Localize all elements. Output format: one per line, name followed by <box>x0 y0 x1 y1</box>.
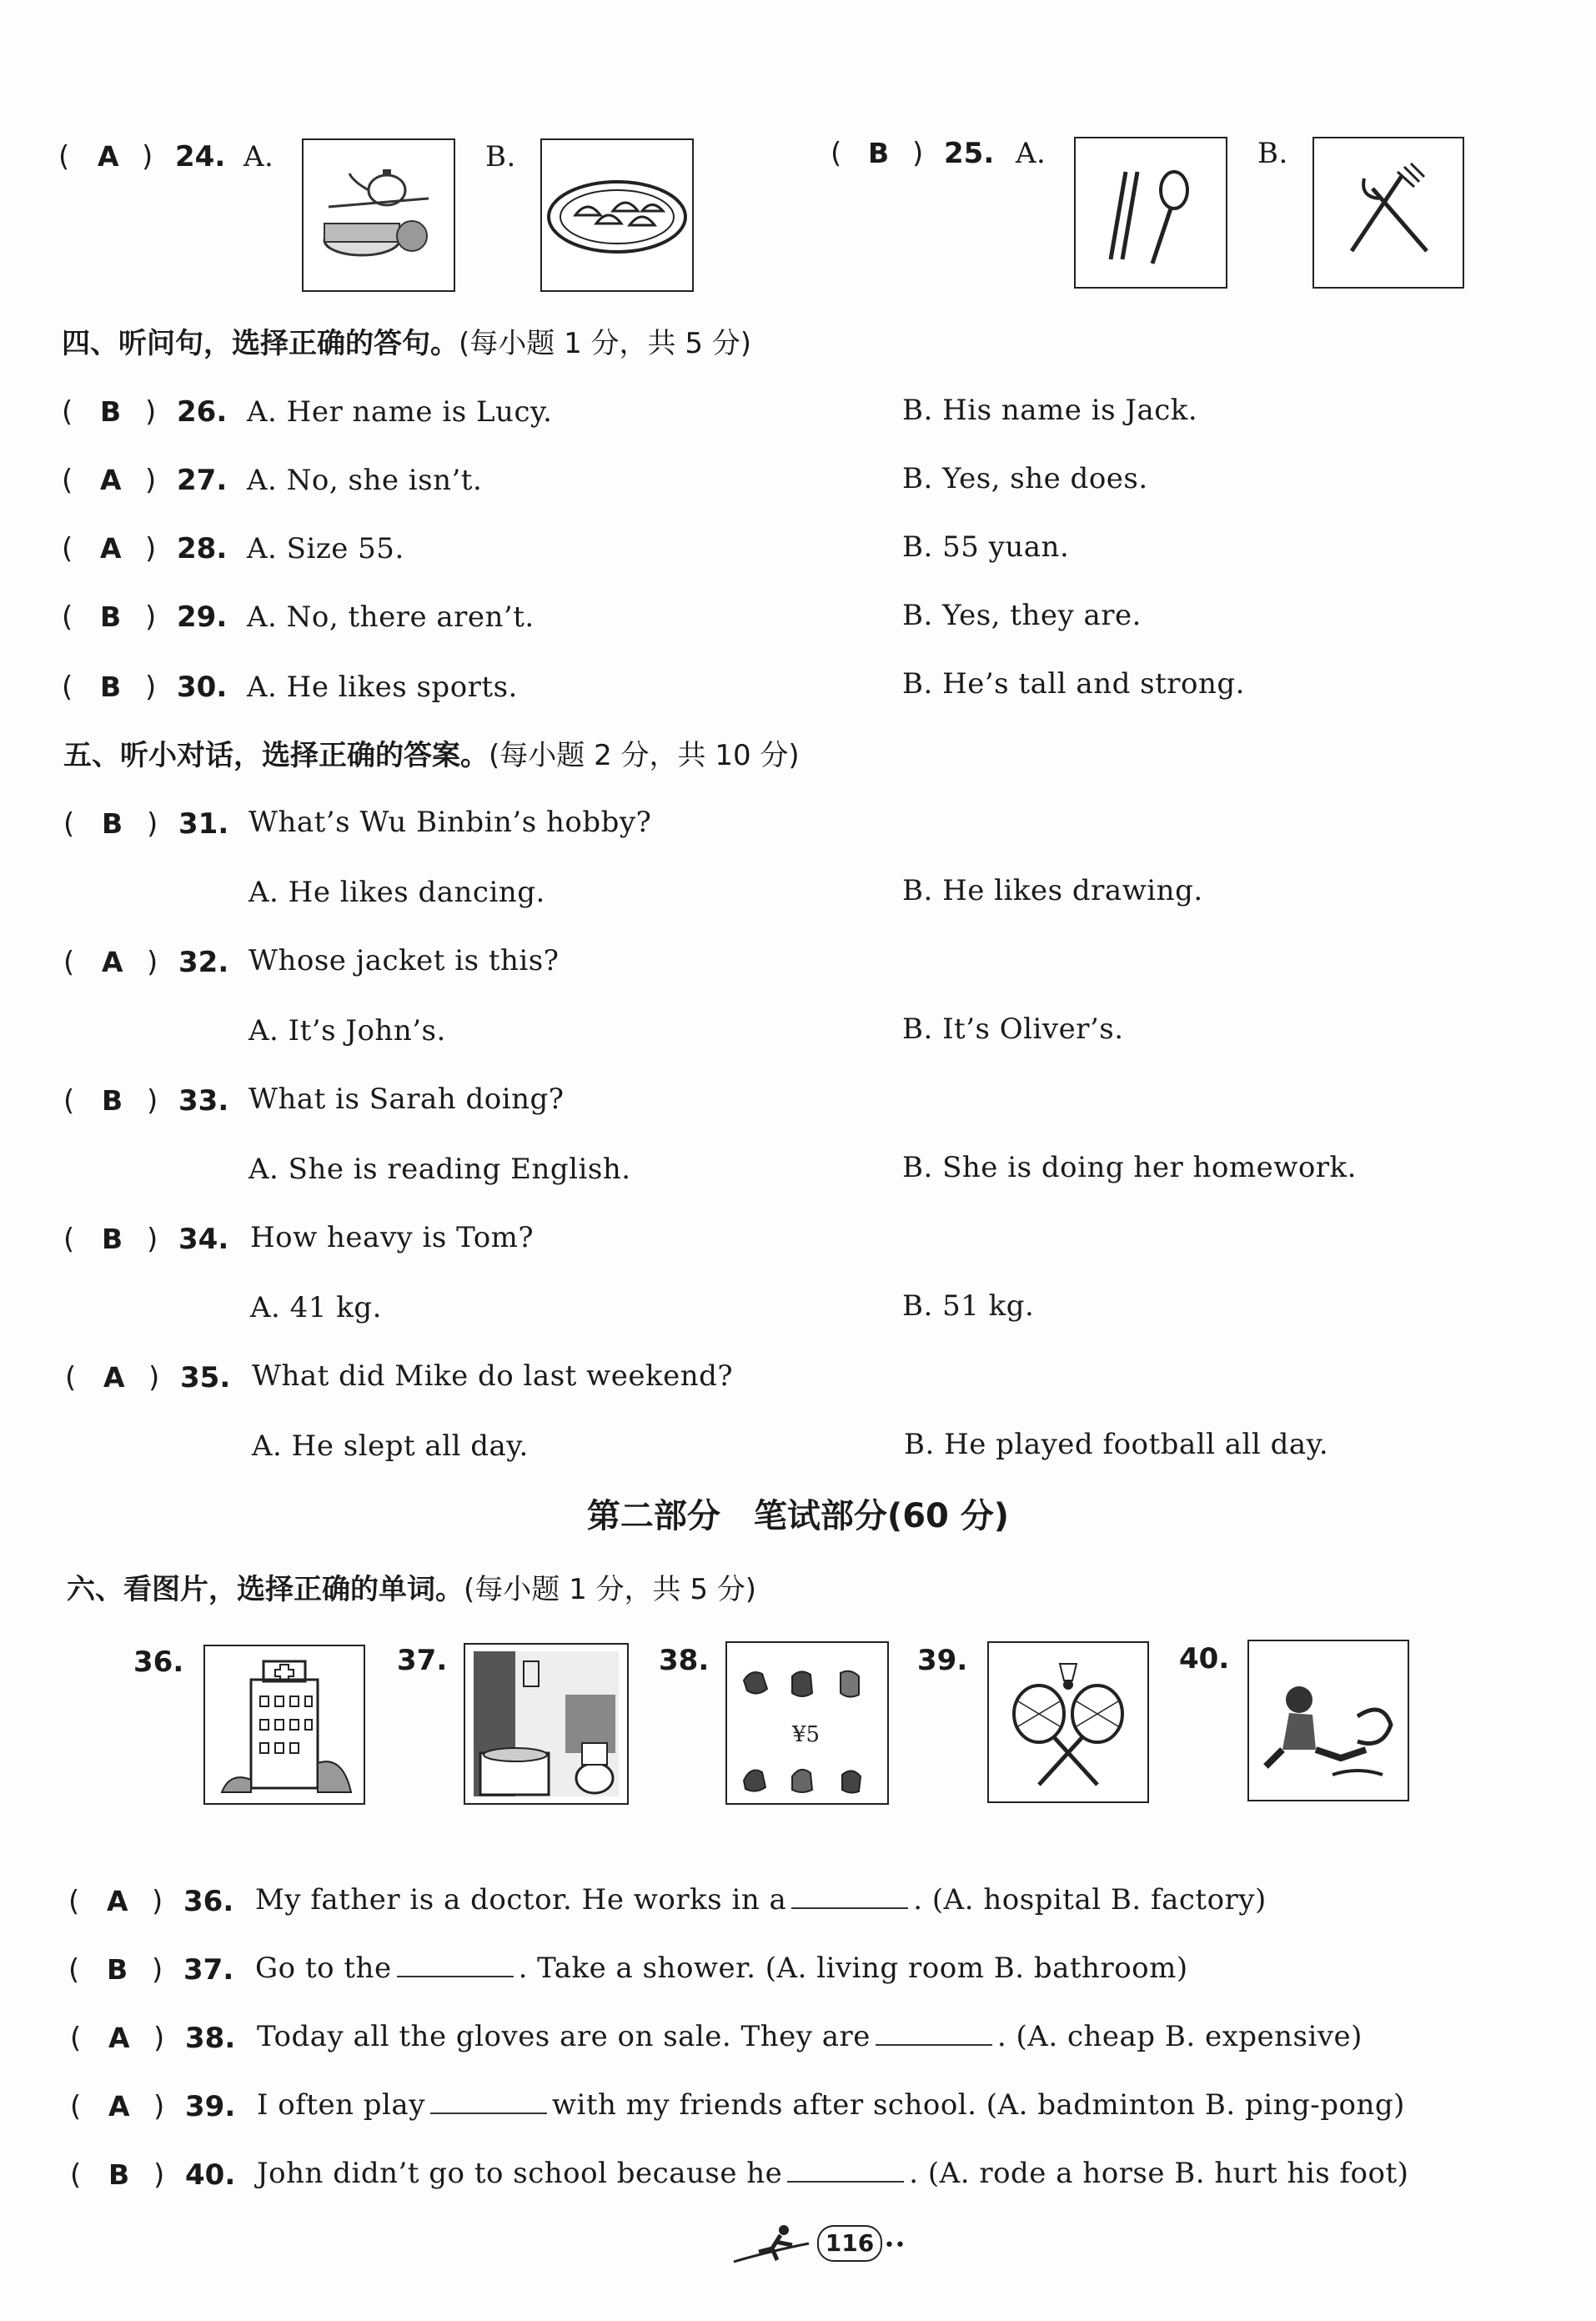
price-label: ¥5 <box>792 1722 821 1747</box>
section-4-heading <box>62 319 751 369</box>
sentence-start: Go to the <box>255 1952 392 1985</box>
paren-left: ( <box>70 2158 82 2192</box>
paren-left: ( <box>65 1361 77 1394</box>
paren-right: ) <box>145 671 157 704</box>
question-text: How heavy is Tom? <box>250 1221 535 1254</box>
picture-number: 36. <box>133 1645 184 1679</box>
paren-left: ( <box>62 464 73 497</box>
runner-logo-icon <box>725 2218 817 2268</box>
answer-letter: B <box>102 807 123 840</box>
question-number: 29. <box>177 600 228 634</box>
answer-letter: A <box>102 946 123 978</box>
sentence <box>257 2080 1405 2130</box>
option-b: B. She is doing her homework. <box>902 1151 1357 1184</box>
paren-left: ( <box>68 1953 80 1987</box>
question-number: 25. <box>944 137 995 170</box>
question-number: 39. <box>185 2090 236 2123</box>
gloves-sale-picture <box>725 1641 889 1805</box>
question-text: Whose jacket is this? <box>248 944 560 977</box>
paren-left: ( <box>63 1084 75 1118</box>
option-a-label: A. <box>243 140 274 173</box>
bathroom-picture <box>464 1643 629 1805</box>
paren-right: ) <box>145 600 157 634</box>
paren-left: ( <box>62 395 73 429</box>
option-b: B. Yes, they are. <box>902 599 1142 632</box>
paren-right: ) <box>142 140 153 173</box>
paren-right: ) <box>148 1361 160 1394</box>
paren-left: ( <box>63 946 75 979</box>
question-number: 36. <box>183 1885 234 1918</box>
question-text: What is Sarah doing? <box>248 1083 565 1116</box>
question-number: 38. <box>185 2022 236 2055</box>
badminton-rackets-picture <box>987 1641 1149 1803</box>
paren-right: ) <box>145 395 157 429</box>
answer-letter: A <box>100 464 122 496</box>
paren-right: ) <box>147 807 158 841</box>
question-number: 37. <box>183 1953 234 1987</box>
section-6-heading <box>67 1565 756 1615</box>
paren-left: ( <box>62 532 73 565</box>
option-b: B. 51 kg. <box>902 1289 1035 1323</box>
sentence-start: John didn’t go to school because he <box>257 2157 783 2190</box>
fork-knife-picture <box>1312 137 1464 289</box>
answer-blank[interactable] <box>430 2081 547 2114</box>
answer-letter: B <box>868 137 890 169</box>
paren-left: ( <box>831 137 842 170</box>
option-b: B. He played football all day. <box>904 1428 1329 1461</box>
answer-blank[interactable] <box>397 1944 514 1977</box>
sentence-end: . (A. cheap B. expensive) <box>996 2020 1363 2053</box>
question-number: 31. <box>178 807 229 841</box>
paren-right: ) <box>147 946 158 979</box>
question-number: 24. <box>175 140 226 173</box>
section-5-title: 五、听小对话，选择正确的答案。 <box>63 739 489 772</box>
question-text: What’s Wu Binbin’s hobby? <box>248 806 652 839</box>
dumplings-plate-picture <box>540 138 694 292</box>
option-b: B. It’s Oliver’s. <box>902 1012 1124 1046</box>
question-number: 26. <box>177 395 228 429</box>
picture-number: 40. <box>1179 1642 1230 1675</box>
paren-left: ( <box>62 671 73 704</box>
paren-right: ) <box>912 137 924 170</box>
question-number: 27. <box>177 464 228 497</box>
question-number: 32. <box>178 946 229 979</box>
paren-right: ) <box>152 1953 163 1987</box>
paren-right: ) <box>147 1084 158 1118</box>
picture-number: 39. <box>917 1644 968 1677</box>
option-b: B. Yes, she does. <box>902 462 1148 495</box>
boy-hurt-foot-picture <box>1247 1640 1409 1801</box>
sentence-end: with my friends after school. (A. badminton B. ping-pong) <box>551 2088 1405 2122</box>
sentence <box>257 2148 1408 2198</box>
paren-left: ( <box>63 1223 75 1256</box>
question-number: 33. <box>178 1084 229 1118</box>
question-number: 35. <box>180 1361 231 1394</box>
answer-letter: A <box>108 2022 130 2054</box>
option-a: A. He slept all day. <box>252 1429 529 1463</box>
question-number: 28. <box>177 532 228 565</box>
option-a: A. It’s John’s. <box>248 1014 446 1047</box>
picture-number: 38. <box>659 1644 710 1677</box>
question-number: 30. <box>177 671 228 704</box>
option-b-label: B. <box>485 140 516 173</box>
option-a-label: A. <box>1016 137 1046 170</box>
answer-letter: A <box>107 1885 128 1917</box>
paren-left: ( <box>58 140 70 173</box>
sentence-end: . (A. rode a horse B. hurt his foot) <box>909 2157 1409 2190</box>
section-4-note: (每小题 1 分，共 5 分) <box>459 327 752 360</box>
sentence <box>255 1943 1188 1993</box>
sentence-start: Today all the gloves are on sale. They are <box>257 2020 871 2053</box>
paren-left: ( <box>68 1885 80 1918</box>
section-6-title: 六、看图片，选择正确的单词。 <box>67 1573 464 1606</box>
paren-right: ) <box>153 2022 165 2055</box>
answer-letter: B <box>100 395 122 428</box>
option-a: A. She is reading English. <box>248 1153 631 1186</box>
sentence-start: My father is a doctor. He works in a <box>255 1883 787 1917</box>
section-4-title: 四、听问句，选择正确的答句。 <box>62 327 459 360</box>
option-a: A. He likes dancing. <box>248 876 545 909</box>
paren-right: ) <box>153 2158 165 2192</box>
sentence-end: . (A. hospital B. factory) <box>913 1883 1267 1917</box>
paren-right: ) <box>145 464 157 497</box>
option-b-label: B. <box>1257 137 1288 170</box>
question-text: What did Mike do last weekend? <box>252 1359 734 1393</box>
answer-blank[interactable] <box>876 2012 992 2046</box>
answer-letter: B <box>108 2158 130 2191</box>
answer-letter: A <box>108 2090 130 2123</box>
option-a: A. He likes sports. <box>247 671 518 704</box>
question-number: 34. <box>178 1223 229 1256</box>
page-number: 116 <box>817 2225 882 2262</box>
paren-right: ) <box>145 532 157 565</box>
answer-letter: A <box>103 1361 125 1394</box>
chopsticks-spoon-picture <box>1074 137 1227 289</box>
answer-blank[interactable] <box>787 2149 904 2183</box>
answer-letter: B <box>107 1953 128 1986</box>
option-b: B. His name is Jack. <box>902 394 1198 427</box>
option-b: B. He’s tall and strong. <box>902 667 1245 701</box>
option-b: B. 55 yuan. <box>902 530 1070 564</box>
sentence-end: . Take a shower. (A. living room B. bathroom) <box>518 1952 1188 1985</box>
section-5-heading <box>63 731 800 781</box>
paren-right: ) <box>153 2090 165 2123</box>
option-a: A. 41 kg. <box>250 1291 382 1324</box>
page-footer <box>725 2218 906 2268</box>
answer-letter: B <box>102 1223 123 1255</box>
section-6-note: (每小题 1 分，共 5 分) <box>464 1573 757 1606</box>
question-number: 40. <box>185 2158 236 2192</box>
paren-left: ( <box>70 2022 82 2055</box>
option-a: A. No, she isn’t. <box>247 464 483 497</box>
part-2-title: 第二部分 笔试部分(60 分) <box>586 1497 1010 1535</box>
hospital-picture <box>203 1645 365 1805</box>
sentence <box>257 2012 1363 2062</box>
paren-left: ( <box>70 2090 82 2123</box>
paren-left: ( <box>62 600 73 634</box>
answer-letter: A <box>100 532 122 565</box>
section-5-note: (每小题 2 分，共 10 分) <box>489 739 800 772</box>
answer-letter: B <box>102 1084 123 1117</box>
paren-left: ( <box>63 807 75 841</box>
sentence <box>255 1875 1267 1925</box>
picture-number: 37. <box>397 1644 448 1677</box>
option-a: A. Her name is Lucy. <box>247 395 553 429</box>
paren-right: ) <box>152 1885 163 1918</box>
answer-letter: B <box>100 600 122 633</box>
sentence-start: I often play <box>257 2088 425 2122</box>
answer-letter: B <box>100 671 122 703</box>
paren-right: ) <box>147 1223 158 1256</box>
option-b: B. He likes drawing. <box>902 874 1203 907</box>
mooncake-teapot-picture <box>302 138 455 292</box>
answer-letter: A <box>98 140 119 173</box>
option-a: A. Size 55. <box>247 532 404 565</box>
answer-blank[interactable] <box>791 1876 908 1909</box>
dots-icon: •• <box>884 2235 906 2256</box>
option-a: A. No, there aren’t. <box>247 600 535 634</box>
